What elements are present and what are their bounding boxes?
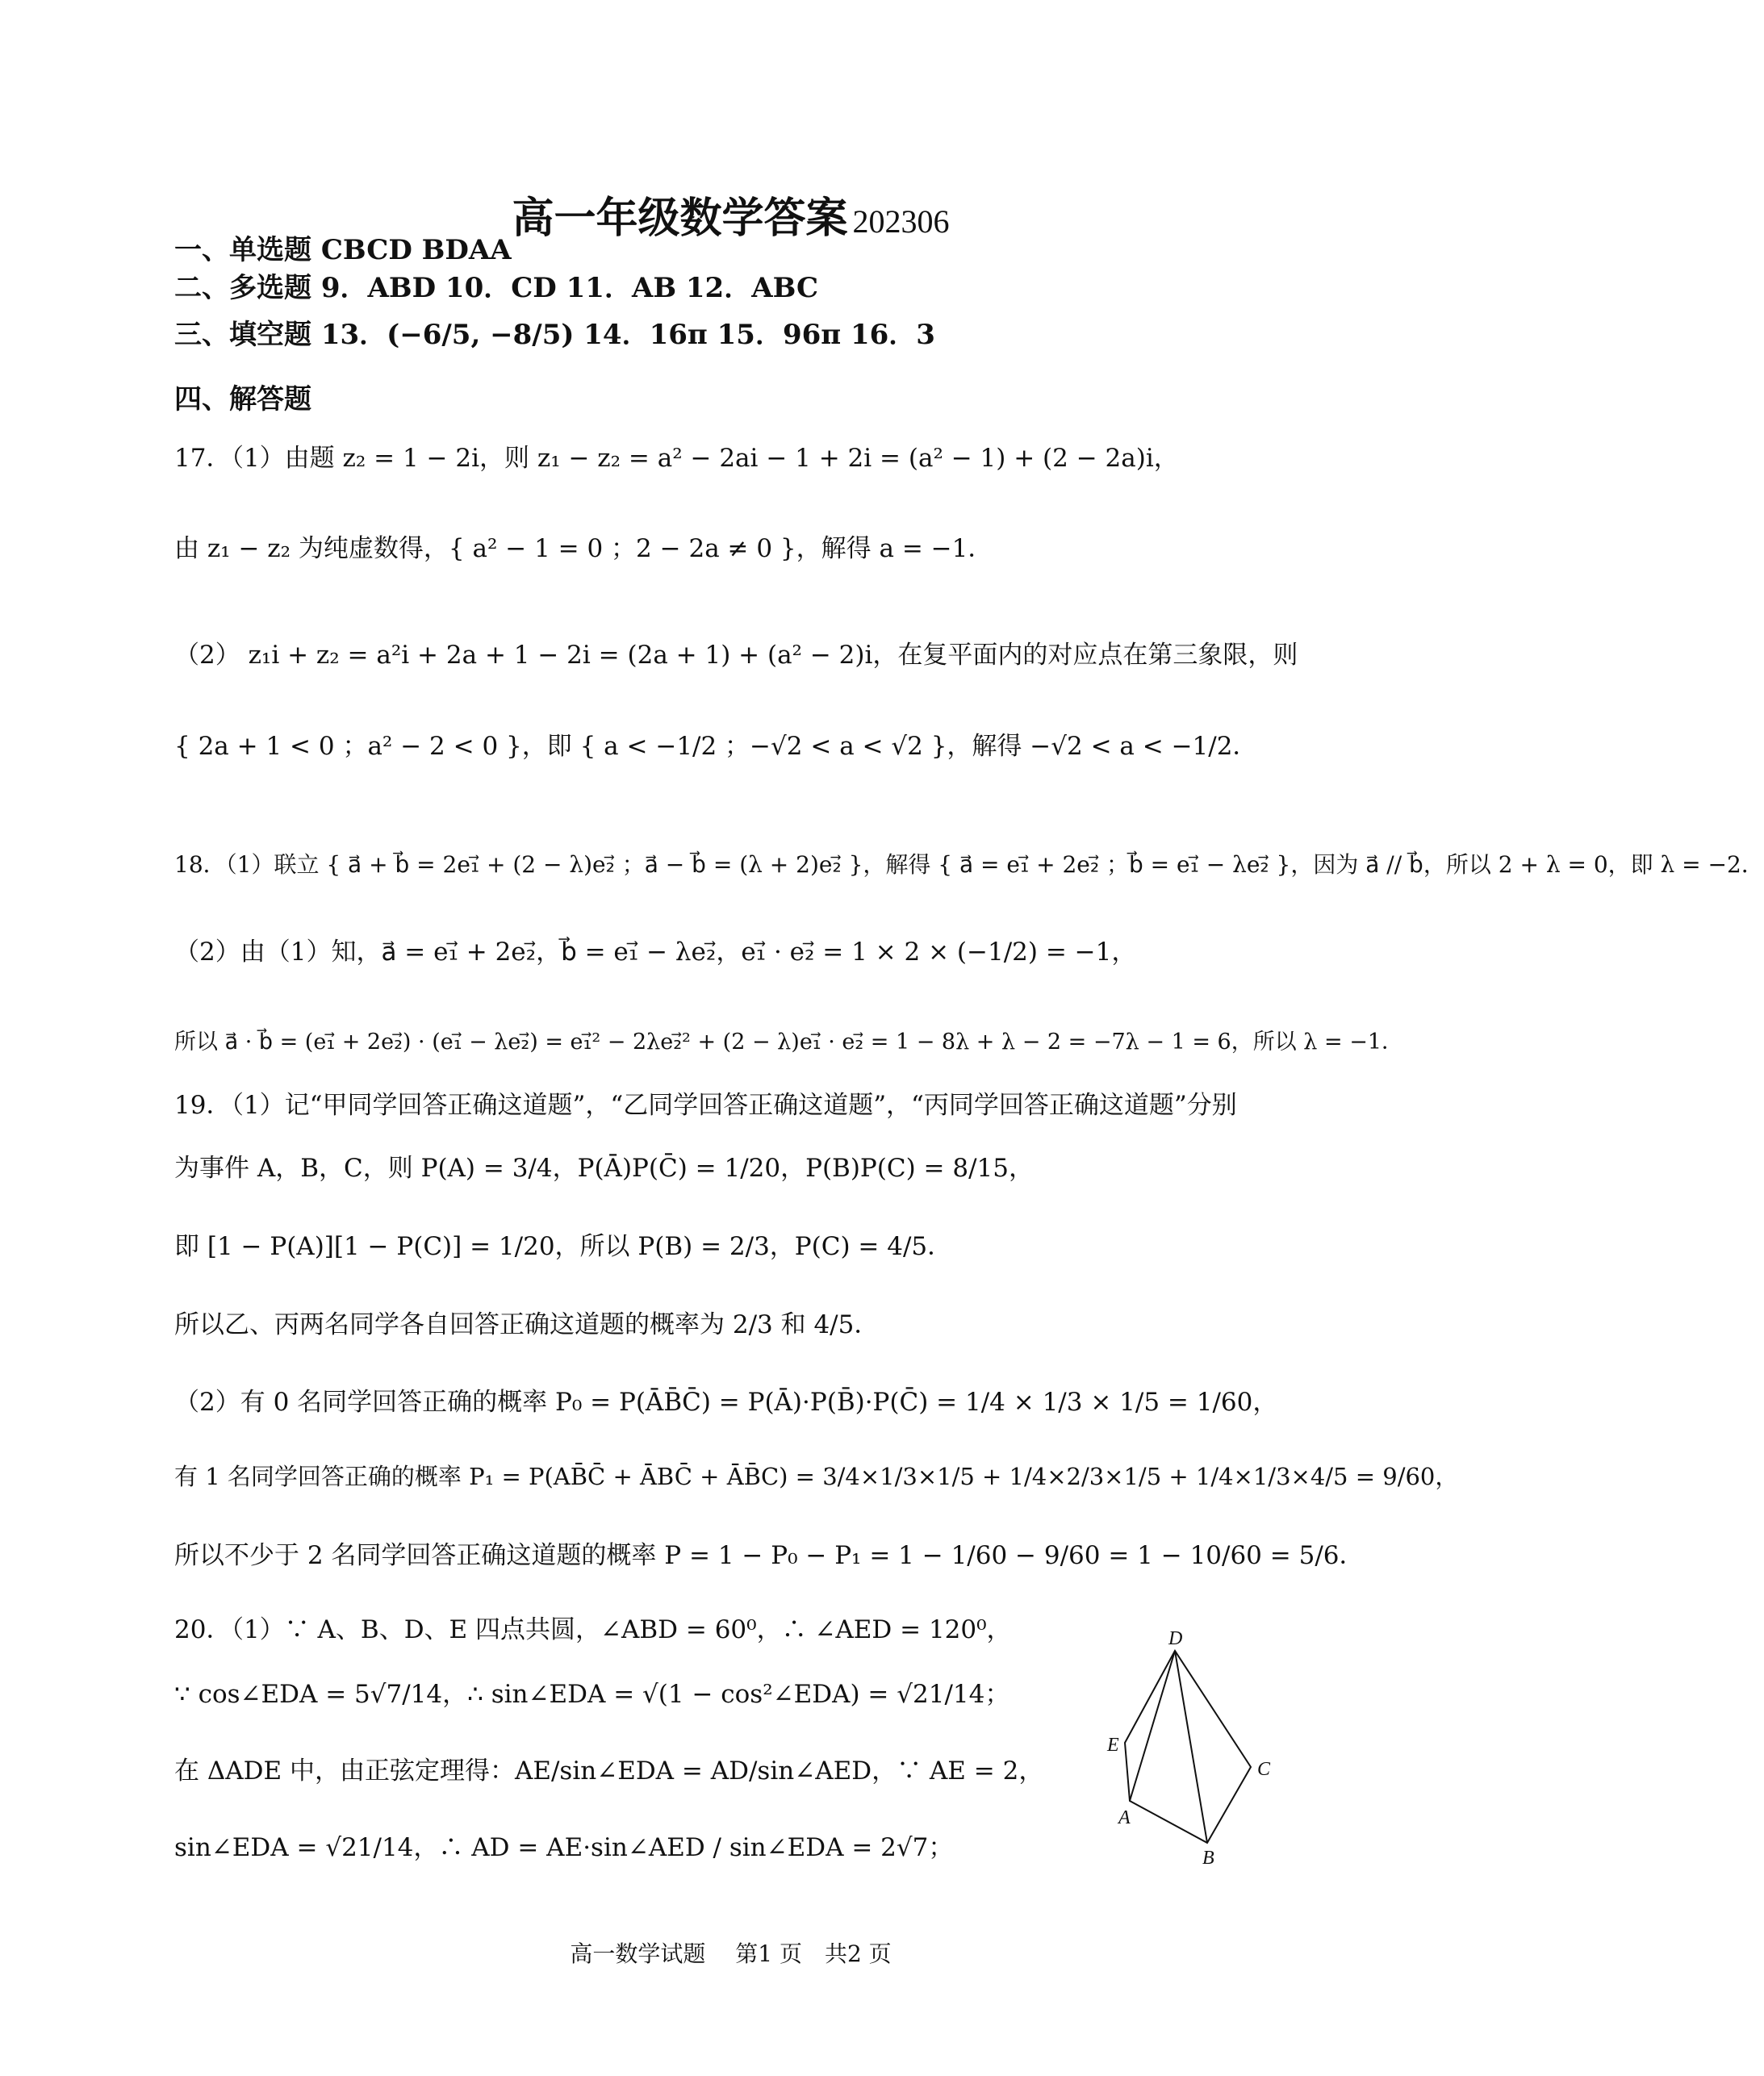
answer-line: 有 1 名同学回答正确的概率 P₁ = P(AB̄C̄ + ĀBC̄ + ĀB̄C) = 3/4×1/3×1/5 + 1/4×2/3×1/5 + 1/4×1/3×4/5 = 9/60，: [174, 1463, 1459, 1490]
answer-line: ∵ cos∠EDA = 5√7/14，∴ sin∠EDA = √(1 − cos²∠EDA) = √21/14；: [174, 1680, 1010, 1709]
answer-line: 所以不少于 2 名同学回答正确这道题的概率 P = 1 − P₀ − P₁ = 1 − 1/60 − 9/60 = 1 − 10/60 = 5/6．: [174, 1541, 1365, 1570]
answer-line: 即 [1 − P(A)][1 − P(C)] = 1/20，所以 P(B) = 2/3，P(C) = 4/5．: [174, 1232, 953, 1261]
answer-line: 20．（1）∵ A、B、D、E 四点共圆，∠ABD = 60⁰，∴ ∠AED = 120⁰，: [174, 1615, 1012, 1644]
section-solve: 四、解答题: [174, 383, 311, 416]
answer-line: 所以乙、丙两名同学各自回答正确这道题的概率为 2/3 和 4/5．: [174, 1310, 880, 1339]
title-code: 202306: [852, 203, 950, 240]
label-C: C: [1257, 1759, 1271, 1780]
answer-line: 由 z₁ − z₂ 为纯虚数得，{ a² − 1 = 0 ；2 − 2a ≠ 0 }，解得 a = −1．: [174, 534, 993, 563]
polygon-edges: [1125, 1651, 1251, 1843]
label-E: E: [1107, 1735, 1119, 1756]
answer-line: 18．（1）联立 { a⃗ + b⃗ = 2e₁⃗ + (2 − λ)e₂⃗ ；a⃗ − b⃗ = (λ + 2)e₂⃗ }，解得 { a⃗ = e₁⃗ + 2e₂⃗ ；b⃗ = e₁⃗ − λe₂⃗ }，因为 a⃗ // b⃗，所以 2 + λ = 0，即 λ = −2．: [174, 851, 1764, 878]
page-footer: 高一数学试题 第1 页 共2 页: [570, 1940, 892, 1967]
section-fill-blank: 三、填空题 13．(−6/5, −8/5) 14．16π 15．96π 16．3: [174, 319, 935, 351]
answer-line: 为事件 A，B，C，则 P(A) = 3/4，P(Ā)P(C̄) = 1/20，P(B)P(C) = 8/15，: [174, 1154, 1034, 1183]
label-B: B: [1202, 1848, 1214, 1869]
segment-DB: [1175, 1651, 1207, 1843]
answer-line: 17．（1）由题 z₂ = 1 − 2i，则 z₁ − z₂ = a² − 2ai − 1 + 2i = (a² − 1) + (2 − 2a)i，: [174, 444, 1179, 473]
answer-line: { 2a + 1 < 0 ；a² − 2 < 0 }，即 { a < −1/2 ；−√2 < a < √2 }，解得 −√2 < a < −1/2．: [174, 732, 1258, 761]
answer-line: 所以 a⃗ · b⃗ = (e₁⃗ + 2e₂⃗) · (e₁⃗ − λe₂⃗) = e₁⃗² − 2λe₂⃗² + (2 − λ)e₁⃗ · e₂⃗ = 1 − 8λ + λ − 2 = −7λ − 1 = 6，所以 λ = −1．: [174, 1030, 1403, 1055]
answer-line: 19．（1）记“甲同学回答正确这道题”，“乙同学回答正确这道题”，“丙同学回答正确这道题”分别: [174, 1091, 1237, 1120]
pentagon-diagram: [1073, 1630, 1315, 1872]
label-A: A: [1118, 1807, 1131, 1828]
segment-DA: [1130, 1651, 1175, 1801]
label-D: D: [1168, 1628, 1183, 1649]
answer-line: 在 ΔADE 中，由正弦定理得：AE/sin∠EDA = AD/sin∠AED，∵ AE = 2，: [174, 1756, 1044, 1786]
section-multi-choice: 二、多选题 9．ABD 10．CD 11．AB 12．ABC: [174, 272, 819, 304]
answer-line: （2） z₁i + z₂ = a²i + 2a + 1 − 2i = (2a + 1) + (a² − 2)i，在复平面内的对应点在第三象限，则: [174, 641, 1298, 670]
answer-line: （2）由（1）知，a⃗ = e₁⃗ + 2e₂⃗，b⃗ = e₁⃗ − λe₂⃗，e₁⃗ · e₂⃗ = 1 × 2 × (−1/2) = −1，: [174, 938, 1137, 967]
answer-line: sin∠EDA = √21/14，∴ AD = AE·sin∠AED / sin∠EDA = 2√7；: [174, 1833, 954, 1862]
answer-line: （2）有 0 名同学回答正确的概率 P₀ = P(ĀB̄C̄) = P(Ā)·P(B̄)·P(C̄) = 1/4 × 1/3 × 1/5 = 1/60，: [174, 1388, 1278, 1417]
title-text: 高一年级数学答案: [512, 194, 848, 243]
section-single-choice: 一、单选题 CBCD BDAA: [174, 234, 512, 266]
